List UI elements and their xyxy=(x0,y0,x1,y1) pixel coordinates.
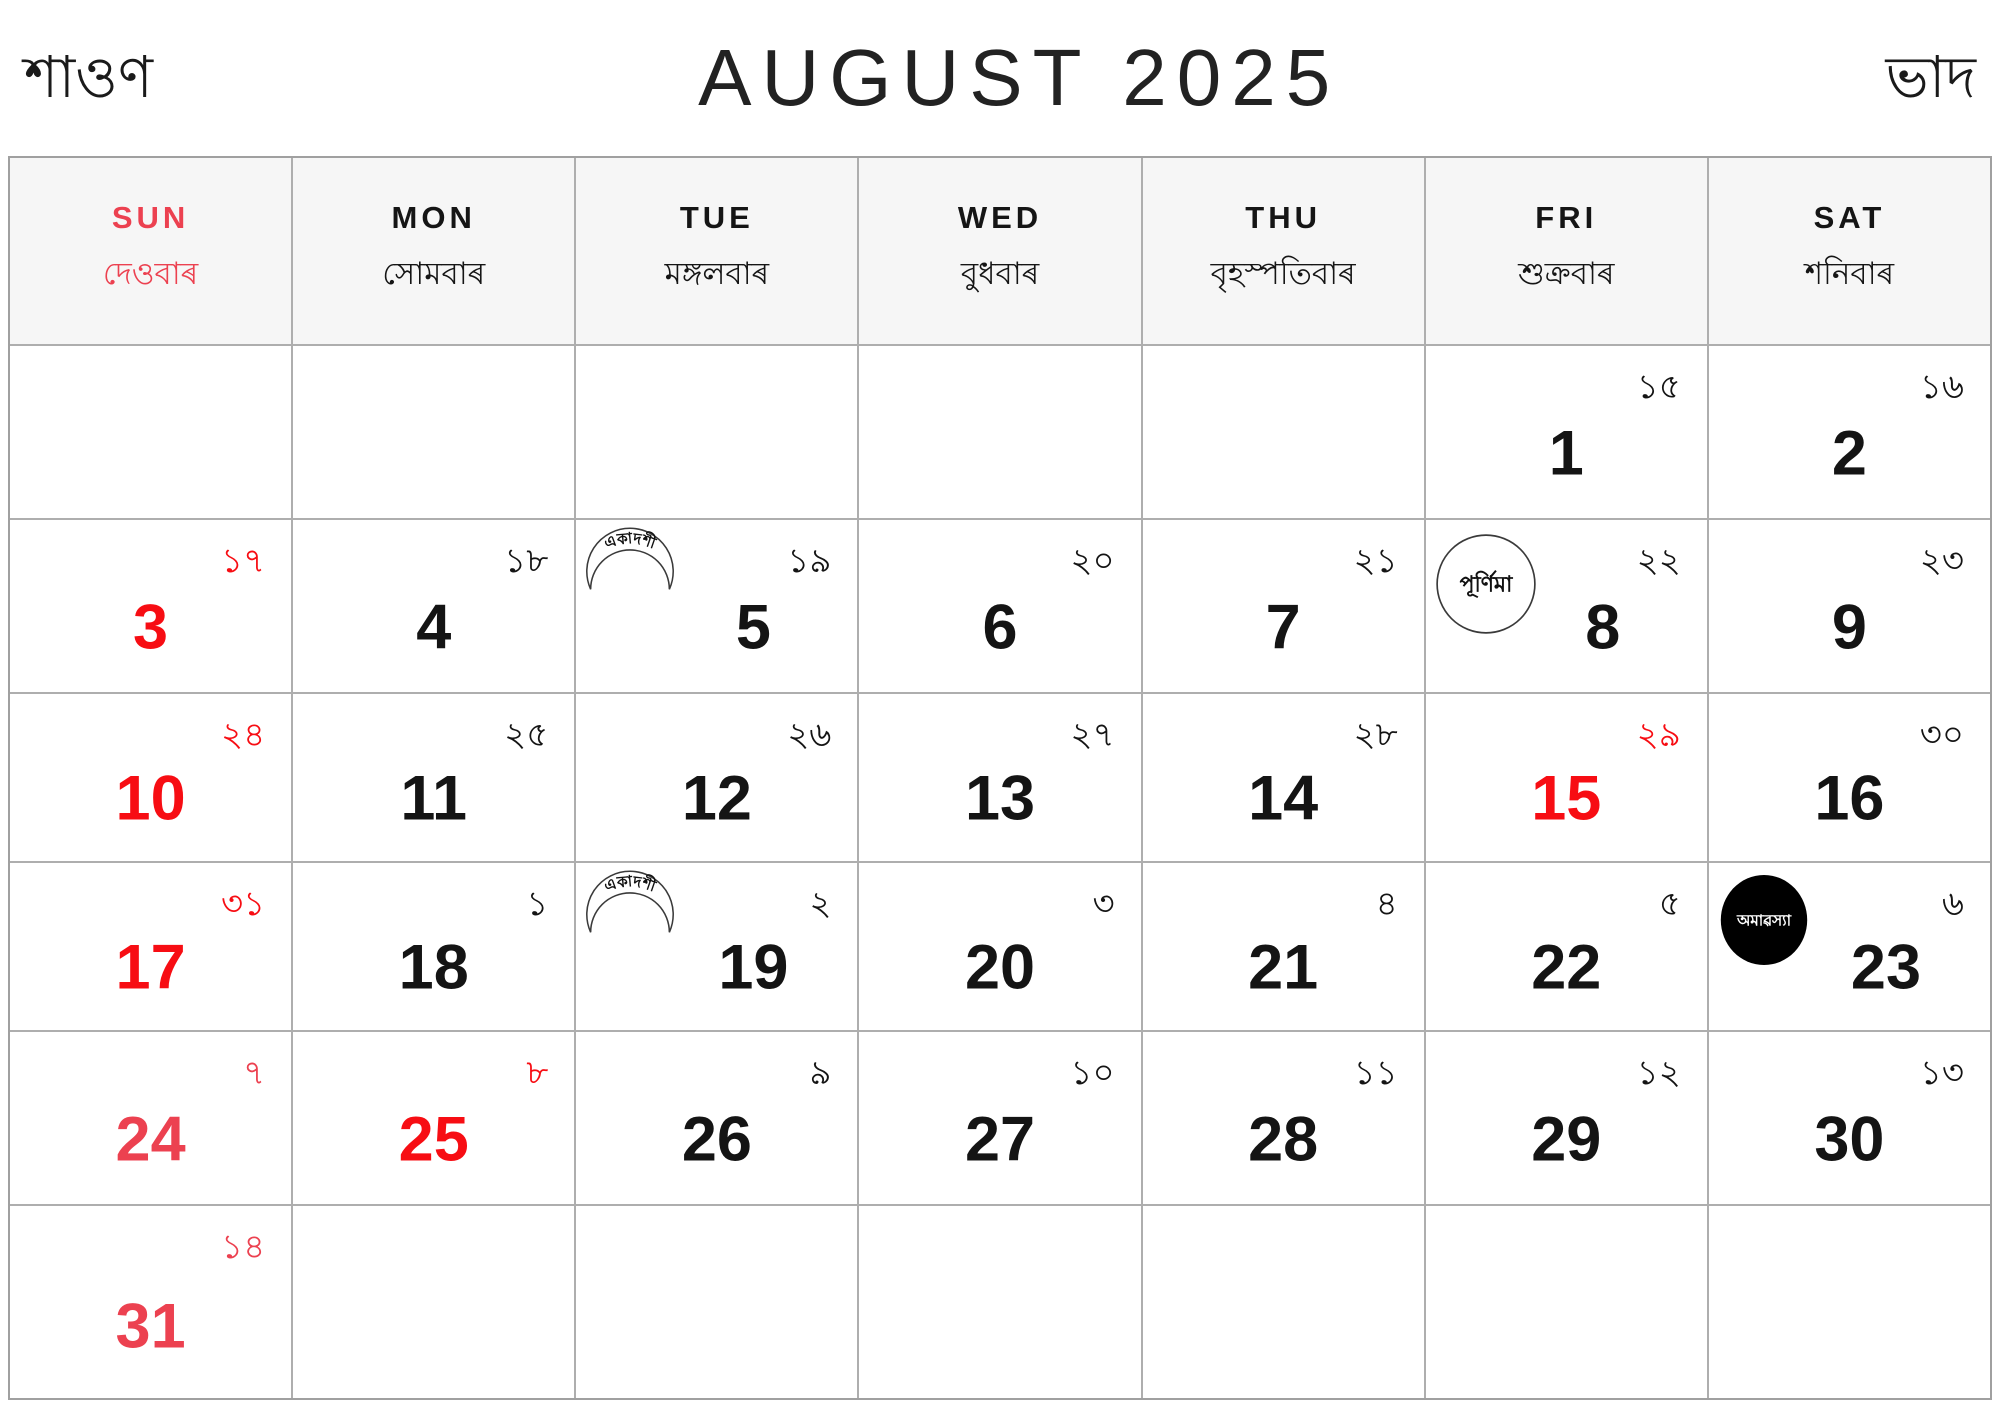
day-cell-23 xyxy=(1709,863,1990,1030)
gregorian-day-number: 21 xyxy=(1248,932,1319,1003)
weekday-name-en: THU xyxy=(1245,200,1321,235)
calendar-grid xyxy=(8,156,1992,1400)
gregorian-day-number: 11 xyxy=(400,763,468,834)
weekday-name-assamese: বুধবাৰ xyxy=(960,256,1040,291)
weekday-header-thu xyxy=(1143,158,1424,344)
gregorian-day-number: 15 xyxy=(1531,763,1602,834)
day-cell-empty xyxy=(1709,1206,1990,1398)
weekday-name-assamese: বৃহস্পতিবাৰ xyxy=(1210,256,1356,291)
assamese-date-numeral: ৪ xyxy=(1375,885,1398,923)
day-cell-13 xyxy=(859,694,1140,861)
gregorian-day-number: 26 xyxy=(681,1104,752,1175)
page-title: AUGUST 2025 xyxy=(698,33,1341,122)
weekday-name-en: WED xyxy=(957,200,1043,235)
assamese-date-numeral: ১১ xyxy=(1353,1054,1398,1092)
amavasya-icon-label: অমাৱস্যা xyxy=(1736,912,1791,930)
day-cell-empty xyxy=(293,346,574,518)
day-cell-empty xyxy=(859,1206,1140,1398)
assamese-date-numeral: ১৫ xyxy=(1636,368,1681,406)
weekday-name-en: FRI xyxy=(1535,200,1598,235)
weekday-header-sun xyxy=(10,158,291,344)
weekday-name-assamese: মঙ্গলবাৰ xyxy=(664,256,770,291)
day-cell-26 xyxy=(576,1032,857,1204)
assamese-date-numeral: ১৮ xyxy=(504,542,549,580)
day-cell-25 xyxy=(293,1032,574,1204)
day-cell-16 xyxy=(1709,694,1990,861)
assamese-date-numeral: ৩০ xyxy=(1919,716,1964,754)
day-cell-18 xyxy=(293,863,574,1030)
gregorian-day-number: 6 xyxy=(982,592,1018,663)
purnima-icon-label: পূর্ণিমা xyxy=(1459,571,1513,597)
ekadashi-icon-label: একাদশী xyxy=(602,530,659,553)
assamese-date-numeral: ৮ xyxy=(526,1054,549,1092)
day-cell-empty xyxy=(1143,346,1424,518)
weekday-name-assamese: শুক্ৰবাৰ xyxy=(1518,256,1615,291)
gregorian-day-number: 14 xyxy=(1248,763,1319,834)
day-cell-22 xyxy=(1426,863,1707,1030)
weekday-name-assamese: সোমবাৰ xyxy=(382,256,486,291)
weekday-name-en: SUN xyxy=(111,200,190,235)
assamese-date-numeral: ১৭ xyxy=(220,542,266,580)
assamese-date-numeral: ৭ xyxy=(243,1054,266,1092)
assamese-date-numeral: ১২ xyxy=(1636,1054,1681,1092)
gregorian-day-number: 30 xyxy=(1814,1104,1885,1175)
day-cell-4 xyxy=(293,520,574,692)
gregorian-day-number: 16 xyxy=(1814,763,1885,834)
day-cell-empty xyxy=(10,346,291,518)
assamese-date-numeral: ১ xyxy=(526,885,549,923)
gregorian-day-number: 29 xyxy=(1531,1104,1602,1175)
gregorian-day-number: 19 xyxy=(718,932,789,1003)
assamese-date-numeral: ২৮ xyxy=(1353,716,1398,754)
assamese-date-numeral: ২৪ xyxy=(220,716,266,754)
assamese-date-numeral: ২১ xyxy=(1353,542,1398,580)
day-cell-empty xyxy=(576,346,857,518)
assamese-date-numeral: ২০ xyxy=(1070,542,1115,580)
next-assamese-month-label: ভাদ xyxy=(1885,45,1976,110)
gregorian-day-number: 8 xyxy=(1585,592,1621,663)
assamese-date-numeral: ১৪ xyxy=(221,1228,266,1266)
gregorian-day-number: 13 xyxy=(964,763,1036,834)
day-cell-empty xyxy=(293,1206,574,1398)
day-cell-12 xyxy=(576,694,857,861)
day-cell-28 xyxy=(1143,1032,1424,1204)
assamese-date-numeral: ১০ xyxy=(1070,1054,1115,1092)
title-bar xyxy=(0,0,2000,156)
gregorian-day-number: 5 xyxy=(735,592,771,663)
day-cell-19 xyxy=(576,863,857,1030)
day-cell-empty xyxy=(1143,1206,1424,1398)
assamese-date-numeral: ৩ xyxy=(1092,885,1115,923)
weekday-name-en: TUE xyxy=(679,200,754,235)
weekday-header-mon xyxy=(293,158,574,344)
assamese-date-numeral: ২৩ xyxy=(1919,542,1964,580)
weekday-header-sat xyxy=(1709,158,1990,344)
weekday-header-tue xyxy=(576,158,857,344)
gregorian-day-number: 22 xyxy=(1531,932,1602,1003)
day-cell-8 xyxy=(1426,520,1707,692)
day-cell-20 xyxy=(859,863,1140,1030)
assamese-date-numeral: ২ xyxy=(809,885,832,923)
gregorian-day-number: 23 xyxy=(1850,932,1921,1003)
day-cell-24 xyxy=(10,1032,291,1204)
gregorian-day-number: 3 xyxy=(133,592,169,663)
day-cell-9 xyxy=(1709,520,1990,692)
day-cell-empty xyxy=(1426,1206,1707,1398)
day-cell-11 xyxy=(293,694,574,861)
day-cell-empty xyxy=(576,1206,857,1398)
gregorian-day-number: 20 xyxy=(964,932,1036,1003)
weekday-header-wed xyxy=(859,158,1140,344)
gregorian-day-number: 31 xyxy=(115,1291,186,1362)
assamese-date-numeral: ২৯ xyxy=(1636,716,1681,754)
weekday-name-en: MON xyxy=(391,200,476,235)
day-cell-3 xyxy=(10,520,291,692)
weekday-name-assamese: শনিবাৰ xyxy=(1804,256,1895,291)
gregorian-day-number: 4 xyxy=(416,592,452,663)
gregorian-day-number: 9 xyxy=(1831,592,1867,663)
day-cell-27 xyxy=(859,1032,1140,1204)
weekday-header-fri xyxy=(1426,158,1707,344)
day-cell-15 xyxy=(1426,694,1707,861)
day-cell-2 xyxy=(1709,346,1990,518)
day-cell-14 xyxy=(1143,694,1424,861)
day-cell-21 xyxy=(1143,863,1424,1030)
day-cell-empty xyxy=(859,346,1140,518)
ekadashi-icon-label: একাদশী xyxy=(602,873,659,896)
gregorian-day-number: 27 xyxy=(964,1104,1036,1175)
weekday-name-assamese: দেওবাৰ xyxy=(102,256,199,291)
gregorian-day-number: 1 xyxy=(1548,418,1584,489)
day-cell-17 xyxy=(10,863,291,1030)
gregorian-day-number: 2 xyxy=(1831,418,1867,489)
gregorian-day-number: 7 xyxy=(1265,592,1301,663)
day-cell-31 xyxy=(10,1206,291,1398)
assamese-date-numeral: ২৬ xyxy=(787,716,832,754)
assamese-date-numeral: ২২ xyxy=(1636,542,1681,580)
assamese-date-numeral: ১৩ xyxy=(1919,1054,1964,1092)
gregorian-day-number: 17 xyxy=(115,932,186,1003)
current-assamese-month-label: শাওণ xyxy=(24,45,153,110)
day-cell-7 xyxy=(1143,520,1424,692)
assamese-date-numeral: ১৯ xyxy=(787,542,832,580)
gregorian-day-number: 10 xyxy=(115,763,186,834)
assamese-date-numeral: ৬ xyxy=(1941,885,1964,923)
assamese-date-numeral: ৩১ xyxy=(220,885,266,923)
gregorian-day-number: 28 xyxy=(1248,1104,1319,1175)
day-cell-30 xyxy=(1709,1032,1990,1204)
assamese-date-numeral: ২৭ xyxy=(1070,716,1115,754)
assamese-date-numeral: ৫ xyxy=(1658,885,1681,923)
assamese-date-numeral: ২৫ xyxy=(504,716,549,754)
assamese-date-numeral: ১৬ xyxy=(1919,368,1964,406)
day-cell-29 xyxy=(1426,1032,1707,1204)
day-cell-6 xyxy=(859,520,1140,692)
gregorian-day-number: 25 xyxy=(398,1104,469,1175)
assamese-date-numeral: ৯ xyxy=(809,1054,832,1092)
weekday-name-en: SAT xyxy=(1813,200,1886,235)
gregorian-day-number: 24 xyxy=(115,1104,186,1175)
day-cell-5 xyxy=(576,520,857,692)
gregorian-day-number: 18 xyxy=(398,932,469,1003)
gregorian-day-number: 12 xyxy=(681,763,752,834)
day-cell-1 xyxy=(1426,346,1707,518)
day-cell-10 xyxy=(10,694,291,861)
